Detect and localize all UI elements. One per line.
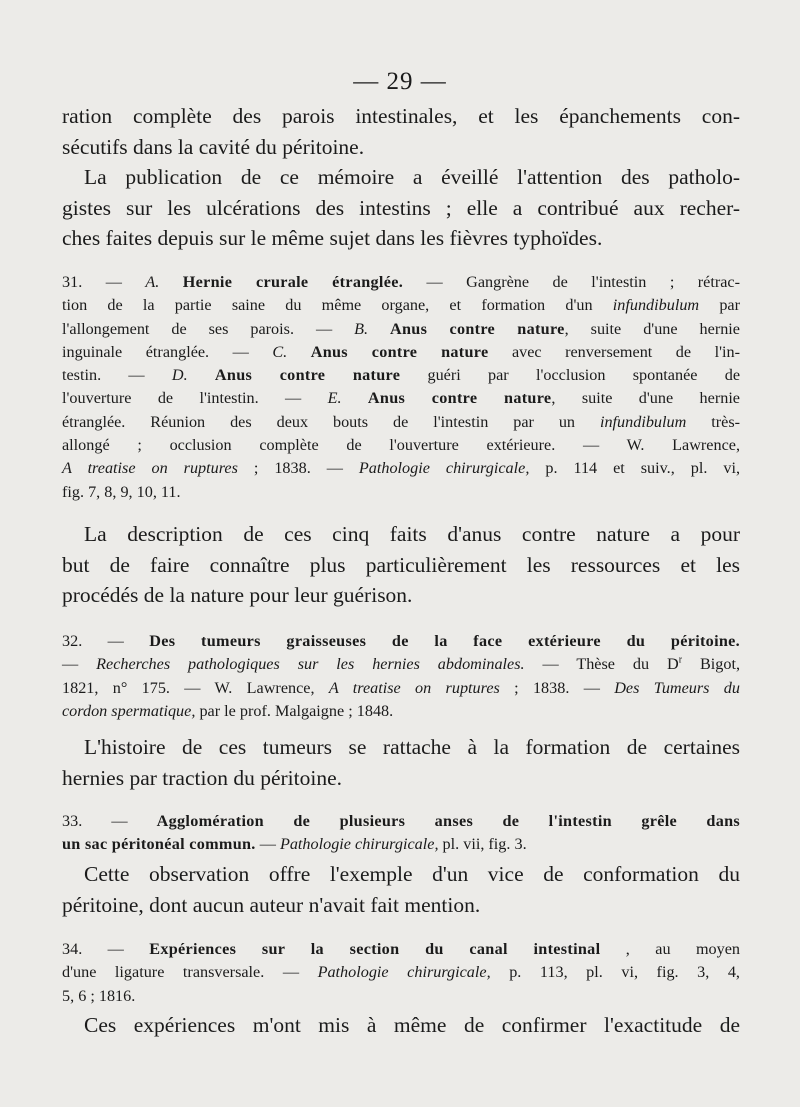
paragraph-last xyxy=(62,1010,740,1041)
paragraph-description xyxy=(62,519,740,611)
text-line: L'histoire de ces tumeurs se rattache à la formation de certaines xyxy=(84,735,740,759)
entry-line: d'une ligature transversale. — Pathologie chirurgicale, p. 113, pl. vi, fig. 3, 4, xyxy=(62,963,740,982)
entry-line: testin. — D. Anus contre nature guéri par l'occlusion spontanée de xyxy=(62,366,741,385)
entry-line: 32. — Des tumeurs graisseuses de la face extérieure du péritoine. xyxy=(62,632,741,650)
paragraph-memoire xyxy=(62,162,740,254)
entry-32 xyxy=(62,630,740,723)
entry-line: 31. — A. Hernie crurale étranglée. — Gangrène de l'intestin ; rétrac- xyxy=(62,273,741,291)
entry-line: 34. — Expériences sur la section du canal intestinal , au moyen xyxy=(62,940,741,958)
entry-line: allongé ; occlusion complète de l'ouverture extérieure. — W. Lawrence, xyxy=(62,436,740,455)
text-line: Cette observation offre l'exemple d'un vice de conformation du xyxy=(84,862,740,886)
entry-line: cordon spermatique, par le prof. Malgaigne ; 1848. xyxy=(62,701,394,720)
entry-line: étranglée. Réunion des deux bouts de l'intestin par un infundibulum très- xyxy=(62,412,741,431)
entry-31 xyxy=(62,271,740,504)
text-line: ration complète des parois intestinales, et les épanchements con- xyxy=(62,104,740,128)
entry-line: inguinale étranglée. — C. Anus contre nature avec renversement de l'in- xyxy=(62,342,740,361)
entry-line: 33. — Agglomération de plusieurs anses de l'intestin grêle dans xyxy=(62,812,740,830)
text-line: but de faire connaître plus particulièrement les ressources et les xyxy=(62,552,740,577)
entry-line: un sac péritonéal commun. — Pathologie chirurgicale, pl. vii, fig. 3. xyxy=(62,835,527,854)
entry-34 xyxy=(62,938,740,1008)
text-line: La publication de ce mémoire a éveillé l'attention des patholo- xyxy=(84,165,740,189)
text-line: gistes sur les ulcérations des intestins ; elle a contribué aux recher- xyxy=(62,195,740,220)
paragraph-intro xyxy=(62,101,740,162)
entry-line: l'allongement de ses parois. — B. Anus contre nature, suite d'une hernie xyxy=(62,319,740,338)
page-number: — 29 — xyxy=(353,68,447,95)
text-line: procédés de la nature pour leur guérison. xyxy=(62,583,413,607)
entry-line: A treatise on ruptures ; 1838. — Pathologie chirurgicale, p. 114 et suiv., pl. vi, xyxy=(62,459,740,478)
text-line: sécutifs dans la cavité du péritoine. xyxy=(62,134,365,159)
text-line: ches faites depuis sur le même sujet dans les fièvres typhoïdes. xyxy=(62,226,603,250)
text-line: La description de ces cinq faits d'anus contre nature a pour xyxy=(84,522,740,546)
paragraph-histoire xyxy=(62,732,740,793)
entry-line: 1821, n° 175. — W. Lawrence, A treatise on ruptures ; 1838. — Des Tumeurs du xyxy=(62,678,740,697)
text-line: hernies par traction du péritoine. xyxy=(62,765,342,790)
entry-line: l'ouverture de l'intestin. — E. Anus contre nature, suite d'une hernie xyxy=(62,389,740,408)
entry-33 xyxy=(62,810,740,857)
entry-line: tion de la partie saine du même organe, et formation d'un infundibulum par xyxy=(62,296,740,315)
entry-line: — Recherches pathologiques sur les hernies abdominales. — Thèse du $D^r$ Bigot, xyxy=(62,654,740,674)
entry-line: fig. 7, 8, 9, 10, 11. xyxy=(62,482,181,501)
paragraph-cette xyxy=(62,859,740,920)
text-line: Ces expériences m'ont mis à même de confirmer l'exactitude de xyxy=(84,1013,740,1037)
entry-line: 5, 6 ; 1816. xyxy=(62,986,136,1005)
text-line: péritoine, dont aucun auteur n'avait fait mention. xyxy=(62,892,481,917)
